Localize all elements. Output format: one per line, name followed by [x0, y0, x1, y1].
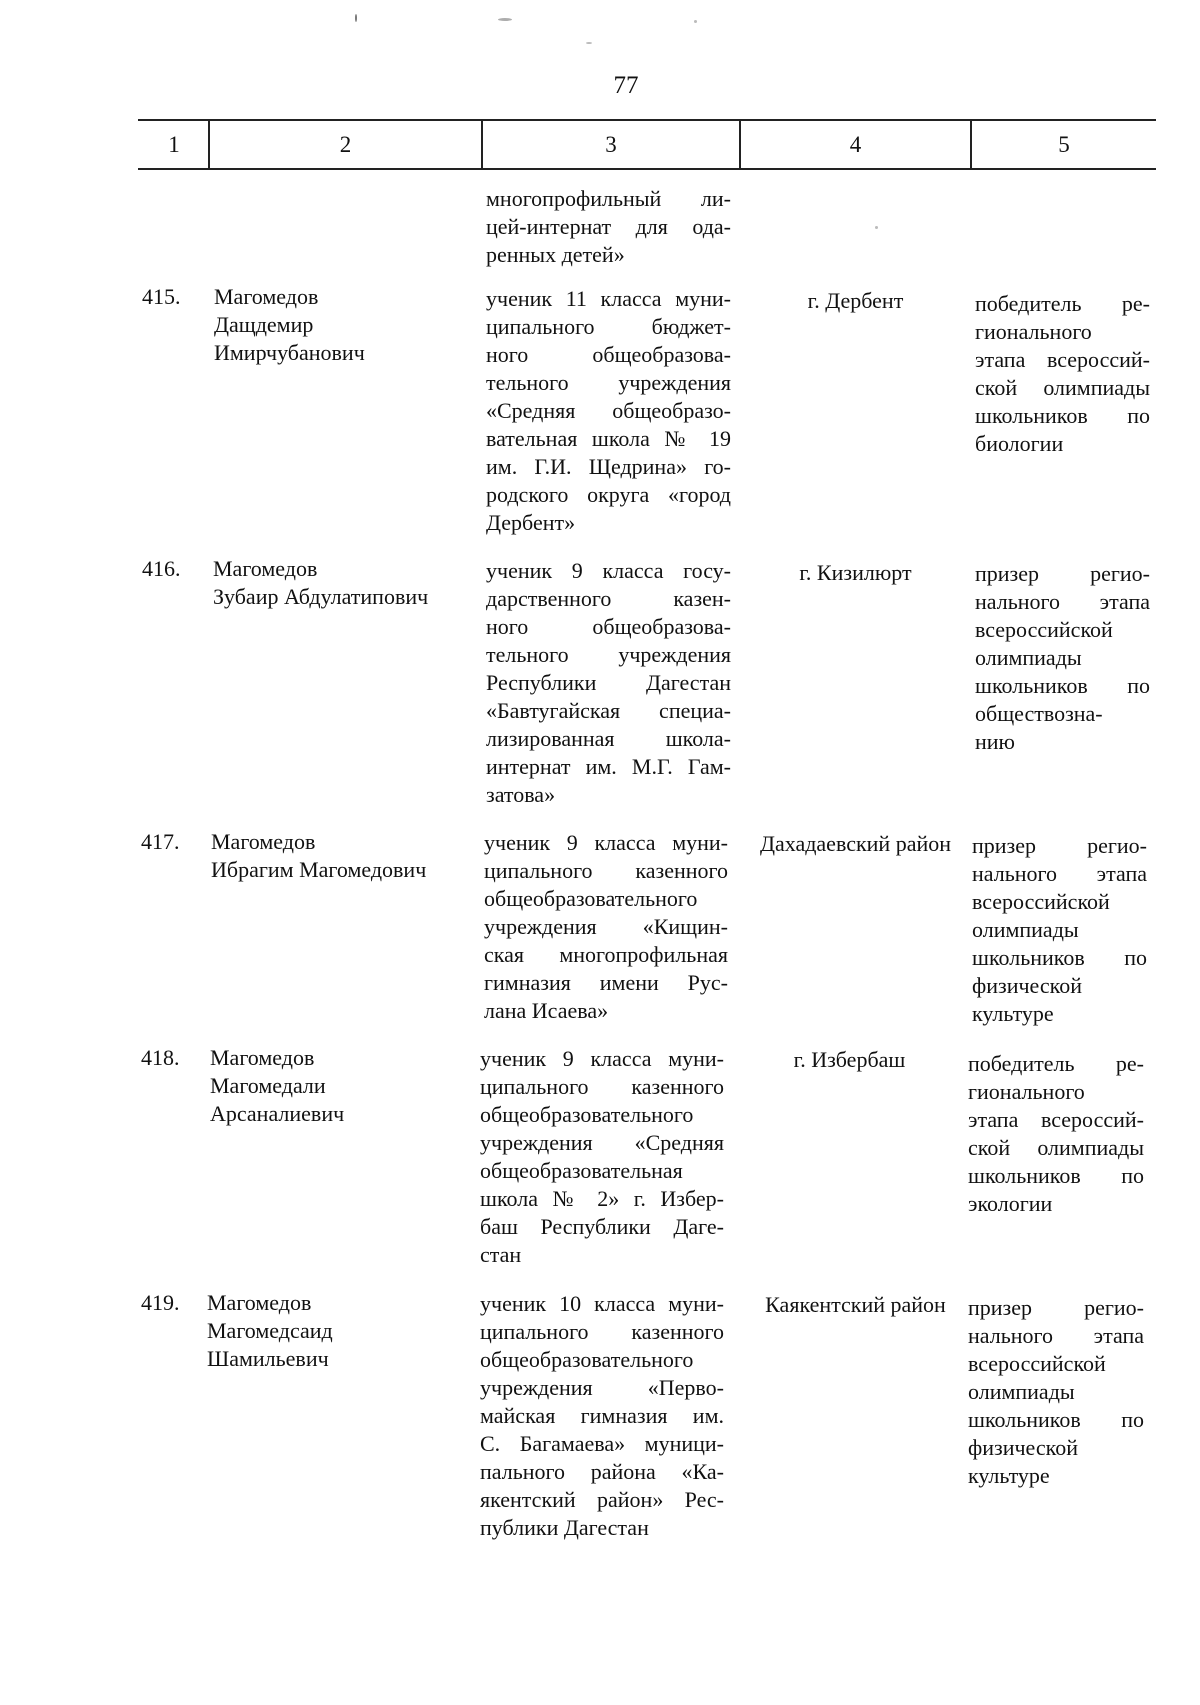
- name-line: Магомедов: [207, 1290, 312, 1315]
- institution-line: Республики Дагестан: [486, 670, 731, 695]
- institution-line: ученик 11 класса муни-: [486, 286, 731, 311]
- institution-line: общеобразовательного: [484, 886, 698, 911]
- result-line: гионального: [975, 319, 1092, 344]
- column-header-1: 1: [168, 132, 180, 157]
- name-line: Магомедсаид: [207, 1318, 333, 1343]
- result-line: культуре: [972, 1001, 1054, 1026]
- institution-cell: [480, 1290, 724, 1542]
- institution-cell: [486, 285, 731, 537]
- name-line: Магомедов: [213, 556, 318, 581]
- institution-line: ученик 9 класса муни-: [480, 1046, 724, 1071]
- name-line: Арсаналиевич: [210, 1101, 345, 1126]
- result-line: гионального: [968, 1079, 1085, 1104]
- location-cell: г. Дербент: [807, 288, 904, 313]
- row-number: 418.: [141, 1045, 180, 1070]
- result-cell: [968, 1294, 1144, 1490]
- institution-line: вательная школа № 19: [486, 426, 731, 451]
- result-line: экологии: [968, 1191, 1053, 1216]
- column-header-3: 3: [605, 132, 617, 157]
- institution-line: учреждения «Кищин-: [484, 914, 728, 939]
- scan-speck: [875, 226, 878, 229]
- location-cell: г. Кизилюрт: [799, 560, 912, 585]
- institution-line: «Средняя общеобразо-: [486, 398, 731, 423]
- institution-line: ученик 10 класса муни-: [480, 1291, 724, 1316]
- institution-line: Дербент»: [486, 510, 576, 535]
- result-line: призер регио-: [975, 561, 1150, 586]
- result-line: нального этапа: [975, 589, 1150, 614]
- result-line: биологии: [975, 431, 1064, 456]
- result-line: всероссийской: [972, 889, 1110, 914]
- institution-line: общеобразовательная: [480, 1158, 683, 1183]
- institution-line: тельного учреждения: [486, 642, 731, 667]
- result-line: школьников по: [972, 945, 1147, 970]
- name-line: Зубаир Абдулатипович: [213, 584, 429, 609]
- result-line: школьников по: [968, 1407, 1144, 1432]
- result-line: олимпиады: [968, 1379, 1075, 1404]
- institution-line: дарственного казен-: [486, 586, 731, 611]
- result-line: олимпиады: [975, 645, 1082, 670]
- institution-line: ученик 9 класса госу-: [486, 558, 731, 583]
- name-cell: [211, 828, 481, 884]
- institution-line: многопрофильный ли-: [486, 186, 731, 211]
- result-line: всероссийской: [968, 1351, 1106, 1376]
- institution-line: ская многопрофильная: [484, 942, 728, 967]
- institution-line: ученик 9 класса муни-: [484, 830, 728, 855]
- result-line: призер регио-: [968, 1295, 1144, 1320]
- result-line: физической: [968, 1435, 1078, 1460]
- institution-line: цей-интернат для ода-: [486, 214, 731, 239]
- institution-line: лизированная школа-: [486, 726, 731, 751]
- name-line: Шамильевич: [207, 1346, 329, 1371]
- institution-line: учреждения «Перво-: [480, 1375, 724, 1400]
- result-line: всероссийской: [975, 617, 1113, 642]
- institution-line: ципального казенного: [480, 1319, 724, 1344]
- institution-cell: [486, 557, 731, 809]
- institution-cell: [486, 185, 731, 269]
- name-cell: [207, 1289, 477, 1373]
- name-line: Магомедов: [214, 284, 319, 309]
- page-number: 77: [613, 72, 639, 99]
- row-number: 415.: [142, 284, 181, 309]
- result-line: школьников по: [968, 1163, 1144, 1188]
- institution-line: ципального казенного: [480, 1074, 724, 1099]
- row-number: 416.: [142, 556, 181, 581]
- institution-line: затова»: [486, 782, 556, 807]
- location-cell: Дахадаевский район: [759, 831, 952, 856]
- institution-line: ципального казенного: [484, 858, 728, 883]
- row-number: 417.: [141, 829, 180, 854]
- row-number: 419.: [141, 1290, 180, 1315]
- scan-speck: [586, 42, 592, 44]
- result-line: ской олимпиады: [975, 375, 1150, 400]
- result-line: этапа всероссий-: [968, 1107, 1144, 1132]
- name-line: Магомедали: [210, 1073, 326, 1098]
- column-header-2: 2: [339, 132, 352, 157]
- result-line: нального этапа: [972, 861, 1147, 886]
- institution-line: майская гимназия им.: [480, 1403, 724, 1428]
- institution-line: тельного учреждения: [486, 370, 731, 395]
- institution-line: пального района «Ка-: [480, 1459, 724, 1484]
- institution-line: стан: [480, 1242, 522, 1267]
- institution-line: баш Республики Даге-: [480, 1214, 724, 1239]
- scan-speck: [694, 20, 697, 23]
- institution-line: публики Дагестан: [480, 1515, 649, 1540]
- location-cell: Каякентский район: [765, 1292, 946, 1317]
- result-line: ской олимпиады: [968, 1135, 1144, 1160]
- result-line: этапа всероссий-: [975, 347, 1150, 372]
- institution-line: ципального бюджет-: [486, 314, 731, 339]
- name-cell: [213, 555, 481, 611]
- institution-cell: [484, 829, 728, 1025]
- result-line: физической: [972, 973, 1082, 998]
- institution-line: ного общеобразова-: [486, 614, 731, 639]
- institution-line: С. Багамаева» муници-: [480, 1431, 724, 1456]
- institution-line: им. Г.И. Щедрина» го-: [486, 454, 731, 479]
- location-cell: г. Избербаш: [793, 1047, 906, 1072]
- result-cell: [968, 1050, 1144, 1218]
- result-cell: [972, 832, 1147, 1028]
- institution-line: родского округа «город: [486, 482, 731, 507]
- result-line: школьников по: [975, 673, 1150, 698]
- institution-line: общеобразовательного: [480, 1102, 694, 1127]
- name-line: Имирчубанович: [214, 340, 365, 365]
- name-line: Ибрагим Магомедович: [211, 857, 427, 882]
- name-line: Магомедов: [210, 1045, 315, 1070]
- header-top-rule: [138, 119, 1156, 121]
- result-line: победитель ре-: [968, 1051, 1144, 1076]
- institution-line: «Бавтугайская специа-: [486, 698, 731, 723]
- institution-line: гимназия имени Рус-: [484, 970, 728, 995]
- column-header-5: 5: [1058, 132, 1070, 157]
- institution-line: лана Исаева»: [484, 998, 609, 1023]
- institution-line: ренных детей»: [486, 242, 625, 267]
- institution-line: школа № 2» г. Избер-: [480, 1186, 724, 1211]
- scan-speck: [355, 14, 357, 22]
- result-line: победитель ре-: [975, 291, 1150, 316]
- column-header-4: 4: [849, 132, 862, 157]
- institution-line: ного общеобразова-: [486, 342, 731, 367]
- result-line: школьников по: [975, 403, 1150, 428]
- name-cell: [210, 1044, 480, 1128]
- institution-line: интернат им. М.Г. Гам-: [486, 754, 731, 779]
- result-line: нального этапа: [968, 1323, 1144, 1348]
- result-line: нию: [975, 729, 1015, 754]
- result-cell: [975, 560, 1150, 756]
- result-line: обществозна-: [975, 701, 1103, 726]
- institution-line: общеобразовательного: [480, 1347, 694, 1372]
- result-line: культуре: [968, 1463, 1050, 1488]
- name-line: Магомедов: [211, 829, 316, 854]
- result-line: олимпиады: [972, 917, 1079, 942]
- name-line: Дащдемир: [214, 312, 314, 337]
- institution-line: якентский район» Рес-: [480, 1487, 724, 1512]
- scan-speck: [498, 18, 512, 21]
- result-line: призер регио-: [972, 833, 1147, 858]
- header-bottom-rule: [138, 168, 1156, 170]
- institution-line: учреждения «Средняя: [480, 1130, 724, 1155]
- institution-cell: [480, 1045, 724, 1269]
- name-cell: [214, 283, 479, 367]
- result-cell: [975, 290, 1150, 458]
